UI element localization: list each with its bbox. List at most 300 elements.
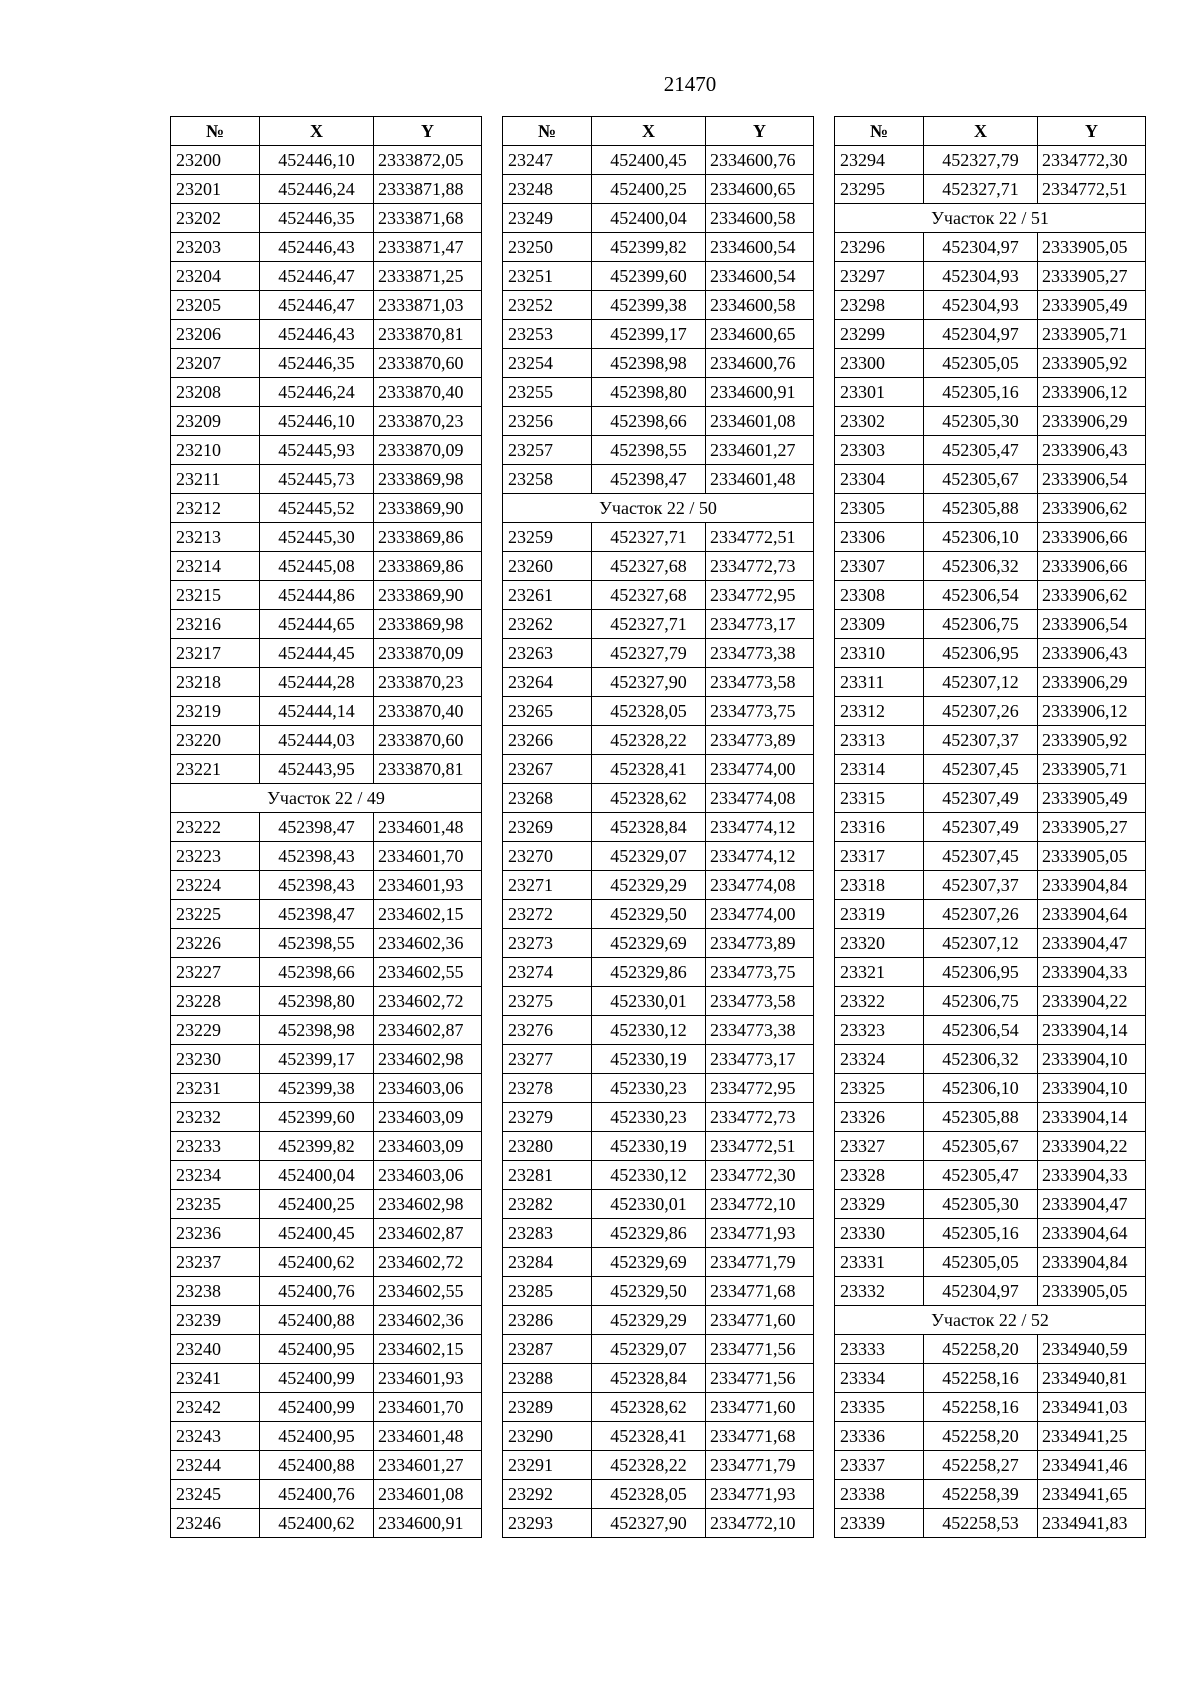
y-coordinate: 2333870,09 (374, 436, 482, 465)
x-coordinate: 452400,25 (260, 1190, 374, 1219)
section-title: Участок 22 / 50 (503, 494, 814, 523)
table-row (835, 871, 1146, 900)
x-coordinate: 452328,84 (592, 813, 706, 842)
x-coordinate: 452446,47 (260, 262, 374, 291)
y-coordinate: 2333906,43 (1038, 639, 1146, 668)
point-number: 23276 (503, 1016, 592, 1045)
table-row (171, 610, 482, 639)
x-coordinate: 452327,90 (592, 1509, 706, 1538)
point-number: 23249 (503, 204, 592, 233)
y-coordinate: 2333906,66 (1038, 552, 1146, 581)
table-row (835, 929, 1146, 958)
table-row (171, 1451, 482, 1480)
x-coordinate: 452446,10 (260, 407, 374, 436)
y-coordinate: 2334600,65 (706, 175, 814, 204)
table-row (171, 1480, 482, 1509)
table-row (171, 697, 482, 726)
section-title: Участок 22 / 51 (835, 204, 1146, 233)
table-row (503, 1161, 814, 1190)
point-number: 23203 (171, 233, 260, 262)
y-coordinate: 2334941,83 (1038, 1509, 1146, 1538)
point-number: 23338 (835, 1480, 924, 1509)
header-number: № (503, 117, 592, 146)
y-coordinate: 2333872,05 (374, 146, 482, 175)
table-row (835, 1016, 1146, 1045)
table-row (503, 726, 814, 755)
point-number: 23202 (171, 204, 260, 233)
x-coordinate: 452305,47 (924, 436, 1038, 465)
y-coordinate: 2334771,93 (706, 1480, 814, 1509)
point-number: 23220 (171, 726, 260, 755)
point-number: 23277 (503, 1045, 592, 1074)
table-row (503, 1045, 814, 1074)
table-row (503, 262, 814, 291)
x-coordinate: 452258,53 (924, 1509, 1038, 1538)
x-coordinate: 452305,88 (924, 494, 1038, 523)
point-number: 23228 (171, 987, 260, 1016)
y-coordinate: 2334600,91 (374, 1509, 482, 1538)
y-coordinate: 2334771,56 (706, 1335, 814, 1364)
table-row (503, 320, 814, 349)
x-coordinate: 452327,90 (592, 668, 706, 697)
y-coordinate: 2334941,65 (1038, 1480, 1146, 1509)
table-row (835, 668, 1146, 697)
x-coordinate: 452399,38 (592, 291, 706, 320)
table-row (171, 436, 482, 465)
y-coordinate: 2334601,48 (374, 1422, 482, 1451)
point-number: 23214 (171, 552, 260, 581)
y-coordinate: 2334602,15 (374, 900, 482, 929)
point-number: 23298 (835, 291, 924, 320)
table-row (835, 175, 1146, 204)
table-row (835, 1422, 1146, 1451)
table-row (503, 1393, 814, 1422)
point-number: 23317 (835, 842, 924, 871)
y-coordinate: 2334772,73 (706, 1103, 814, 1132)
point-number: 23247 (503, 146, 592, 175)
point-number: 23265 (503, 697, 592, 726)
table-row (171, 204, 482, 233)
x-coordinate: 452398,98 (592, 349, 706, 378)
x-coordinate: 452398,47 (592, 465, 706, 494)
x-coordinate: 452305,05 (924, 1248, 1038, 1277)
x-coordinate: 452400,04 (592, 204, 706, 233)
point-number: 23288 (503, 1364, 592, 1393)
x-coordinate: 452305,16 (924, 1219, 1038, 1248)
y-coordinate: 2334602,98 (374, 1190, 482, 1219)
x-coordinate: 452304,97 (924, 1277, 1038, 1306)
y-coordinate: 2334602,55 (374, 1277, 482, 1306)
table-row (503, 1422, 814, 1451)
x-coordinate: 452446,35 (260, 349, 374, 378)
y-coordinate: 2333869,90 (374, 581, 482, 610)
table-row (503, 204, 814, 233)
y-coordinate: 2334772,10 (706, 1509, 814, 1538)
point-number: 23219 (171, 697, 260, 726)
y-coordinate: 2334773,17 (706, 610, 814, 639)
x-coordinate: 452327,79 (924, 146, 1038, 175)
table-row (171, 233, 482, 262)
x-coordinate: 452398,66 (260, 958, 374, 987)
x-coordinate: 452400,25 (592, 175, 706, 204)
y-coordinate: 2334601,70 (374, 1393, 482, 1422)
point-number: 23330 (835, 1219, 924, 1248)
y-coordinate: 2333906,29 (1038, 668, 1146, 697)
header-y: Y (374, 117, 482, 146)
y-coordinate: 2333905,27 (1038, 813, 1146, 842)
point-number: 23289 (503, 1393, 592, 1422)
x-coordinate: 452329,69 (592, 1248, 706, 1277)
point-number: 23319 (835, 900, 924, 929)
point-number: 23311 (835, 668, 924, 697)
point-number: 23272 (503, 900, 592, 929)
y-coordinate: 2334772,73 (706, 552, 814, 581)
table-row (503, 1306, 814, 1335)
table-row (171, 262, 482, 291)
x-coordinate: 452306,54 (924, 581, 1038, 610)
point-number: 23235 (171, 1190, 260, 1219)
point-number: 23234 (171, 1161, 260, 1190)
x-coordinate: 452398,55 (592, 436, 706, 465)
point-number: 23241 (171, 1364, 260, 1393)
point-number: 23254 (503, 349, 592, 378)
x-coordinate: 452258,16 (924, 1364, 1038, 1393)
point-number: 23242 (171, 1393, 260, 1422)
y-coordinate: 2334602,98 (374, 1045, 482, 1074)
y-coordinate: 2334773,89 (706, 726, 814, 755)
y-coordinate: 2333904,33 (1038, 1161, 1146, 1190)
x-coordinate: 452400,99 (260, 1364, 374, 1393)
point-number: 23212 (171, 494, 260, 523)
point-number: 23257 (503, 436, 592, 465)
table-row (835, 610, 1146, 639)
y-coordinate: 2333869,98 (374, 465, 482, 494)
table-row (503, 639, 814, 668)
x-coordinate: 452306,10 (924, 523, 1038, 552)
x-coordinate: 452307,49 (924, 813, 1038, 842)
table-row (171, 987, 482, 1016)
y-coordinate: 2333904,33 (1038, 958, 1146, 987)
x-coordinate: 452328,84 (592, 1364, 706, 1393)
y-coordinate: 2334772,51 (706, 1132, 814, 1161)
point-number: 23303 (835, 436, 924, 465)
point-number: 23256 (503, 407, 592, 436)
section-row (835, 1306, 1146, 1335)
x-coordinate: 452304,93 (924, 291, 1038, 320)
table-header-row (503, 117, 814, 146)
x-coordinate: 452306,95 (924, 958, 1038, 987)
x-coordinate: 452329,86 (592, 1219, 706, 1248)
table-row (171, 175, 482, 204)
table-row (503, 581, 814, 610)
x-coordinate: 452444,14 (260, 697, 374, 726)
x-coordinate: 452307,45 (924, 842, 1038, 871)
table-row (503, 1509, 814, 1538)
table-row (171, 929, 482, 958)
point-number: 23244 (171, 1451, 260, 1480)
x-coordinate: 452330,12 (592, 1161, 706, 1190)
y-coordinate: 2334771,60 (706, 1306, 814, 1335)
y-coordinate: 2334601,27 (706, 436, 814, 465)
x-coordinate: 452444,03 (260, 726, 374, 755)
table-row (835, 1190, 1146, 1219)
x-coordinate: 452306,75 (924, 987, 1038, 1016)
point-number: 23281 (503, 1161, 592, 1190)
x-coordinate: 452398,80 (592, 378, 706, 407)
point-number: 23211 (171, 465, 260, 494)
table-row (835, 1393, 1146, 1422)
x-coordinate: 452307,37 (924, 871, 1038, 900)
table-row (503, 668, 814, 697)
y-coordinate: 2334940,59 (1038, 1335, 1146, 1364)
point-number: 23275 (503, 987, 592, 1016)
x-coordinate: 452328,22 (592, 726, 706, 755)
point-number: 23237 (171, 1248, 260, 1277)
point-number: 23302 (835, 407, 924, 436)
x-coordinate: 452328,62 (592, 784, 706, 813)
table-row (835, 697, 1146, 726)
y-coordinate: 2334600,65 (706, 320, 814, 349)
point-number: 23266 (503, 726, 592, 755)
y-coordinate: 2333906,43 (1038, 436, 1146, 465)
table-row (835, 552, 1146, 581)
y-coordinate: 2334773,58 (706, 987, 814, 1016)
table-row (835, 581, 1146, 610)
point-number: 23282 (503, 1190, 592, 1219)
y-coordinate: 2334602,36 (374, 929, 482, 958)
point-number: 23278 (503, 1074, 592, 1103)
x-coordinate: 452399,82 (592, 233, 706, 262)
y-coordinate: 2333905,49 (1038, 291, 1146, 320)
table-row (835, 1480, 1146, 1509)
point-number: 23314 (835, 755, 924, 784)
point-number: 23261 (503, 581, 592, 610)
point-number: 23248 (503, 175, 592, 204)
header-y: Y (1038, 117, 1146, 146)
table-row (835, 1219, 1146, 1248)
section-title: Участок 22 / 52 (835, 1306, 1146, 1335)
table-row (503, 697, 814, 726)
table-row (503, 1248, 814, 1277)
point-number: 23309 (835, 610, 924, 639)
point-number: 23297 (835, 262, 924, 291)
y-coordinate: 2333905,49 (1038, 784, 1146, 813)
x-coordinate: 452327,79 (592, 639, 706, 668)
y-coordinate: 2334773,75 (706, 697, 814, 726)
point-number: 23322 (835, 987, 924, 1016)
point-number: 23204 (171, 262, 260, 291)
point-number: 23232 (171, 1103, 260, 1132)
x-coordinate: 452400,88 (260, 1306, 374, 1335)
y-coordinate: 2334602,87 (374, 1016, 482, 1045)
table-row (503, 146, 814, 175)
x-coordinate: 452398,43 (260, 871, 374, 900)
point-number: 23286 (503, 1306, 592, 1335)
table-row (171, 407, 482, 436)
table-row (835, 1364, 1146, 1393)
table-row (503, 407, 814, 436)
y-coordinate: 2333905,92 (1038, 349, 1146, 378)
point-number: 23294 (835, 146, 924, 175)
table-row (503, 1219, 814, 1248)
point-number: 23323 (835, 1016, 924, 1045)
point-number: 23306 (835, 523, 924, 552)
point-number: 23205 (171, 291, 260, 320)
y-coordinate: 2334773,38 (706, 639, 814, 668)
table-row (171, 552, 482, 581)
point-number: 23290 (503, 1422, 592, 1451)
point-number: 23316 (835, 813, 924, 842)
point-number: 23210 (171, 436, 260, 465)
x-coordinate: 452446,43 (260, 320, 374, 349)
point-number: 23207 (171, 349, 260, 378)
point-number: 23239 (171, 1306, 260, 1335)
table-row (835, 1248, 1146, 1277)
y-coordinate: 2334601,08 (374, 1480, 482, 1509)
coordinate-table (502, 116, 814, 1538)
y-coordinate: 2333905,71 (1038, 320, 1146, 349)
table-row (171, 378, 482, 407)
point-number: 23225 (171, 900, 260, 929)
section-row (503, 494, 814, 523)
coordinate-table (834, 116, 1146, 1538)
point-number: 23216 (171, 610, 260, 639)
table-header-row (835, 117, 1146, 146)
y-coordinate: 2333870,60 (374, 349, 482, 378)
point-number: 23295 (835, 175, 924, 204)
y-coordinate: 2334601,70 (374, 842, 482, 871)
table-row (171, 1422, 482, 1451)
x-coordinate: 452307,12 (924, 668, 1038, 697)
y-coordinate: 2333869,86 (374, 552, 482, 581)
table-row (503, 1016, 814, 1045)
table-row (835, 291, 1146, 320)
table-row (503, 958, 814, 987)
table-row (171, 320, 482, 349)
x-coordinate: 452330,19 (592, 1132, 706, 1161)
y-coordinate: 2334601,08 (706, 407, 814, 436)
x-coordinate: 452444,65 (260, 610, 374, 639)
y-coordinate: 2334601,93 (374, 871, 482, 900)
x-coordinate: 452400,88 (260, 1451, 374, 1480)
y-coordinate: 2333871,68 (374, 204, 482, 233)
table-row (503, 1074, 814, 1103)
point-number: 23262 (503, 610, 592, 639)
table-row (171, 1219, 482, 1248)
x-coordinate: 452306,32 (924, 552, 1038, 581)
table-row (835, 233, 1146, 262)
y-coordinate: 2333870,81 (374, 320, 482, 349)
x-coordinate: 452329,50 (592, 900, 706, 929)
x-coordinate: 452307,45 (924, 755, 1038, 784)
coordinate-table (170, 116, 482, 1538)
x-coordinate: 452399,82 (260, 1132, 374, 1161)
x-coordinate: 452443,95 (260, 755, 374, 784)
point-number: 23285 (503, 1277, 592, 1306)
header-y: Y (706, 117, 814, 146)
x-coordinate: 452258,39 (924, 1480, 1038, 1509)
header-number: № (835, 117, 924, 146)
point-number: 23324 (835, 1045, 924, 1074)
x-coordinate: 452329,50 (592, 1277, 706, 1306)
table-row (835, 494, 1146, 523)
point-number: 23280 (503, 1132, 592, 1161)
header-number: № (171, 117, 260, 146)
table-row (171, 842, 482, 871)
x-coordinate: 452307,26 (924, 697, 1038, 726)
table-row (503, 1480, 814, 1509)
point-number: 23231 (171, 1074, 260, 1103)
x-coordinate: 452445,08 (260, 552, 374, 581)
point-number: 23264 (503, 668, 592, 697)
page-number: 21470 (663, 72, 717, 96)
y-coordinate: 2334771,68 (706, 1422, 814, 1451)
point-number: 23208 (171, 378, 260, 407)
table-row (835, 349, 1146, 378)
y-coordinate: 2334941,46 (1038, 1451, 1146, 1480)
x-coordinate: 452329,29 (592, 871, 706, 900)
table-row (171, 523, 482, 552)
x-coordinate: 452446,47 (260, 291, 374, 320)
x-coordinate: 452445,52 (260, 494, 374, 523)
point-number: 23279 (503, 1103, 592, 1132)
y-coordinate: 2334601,48 (374, 813, 482, 842)
y-coordinate: 2334602,72 (374, 1248, 482, 1277)
y-coordinate: 2334773,75 (706, 958, 814, 987)
table-row (835, 1335, 1146, 1364)
point-number: 23229 (171, 1016, 260, 1045)
table-row (835, 320, 1146, 349)
y-coordinate: 2334772,10 (706, 1190, 814, 1219)
table-row (503, 871, 814, 900)
x-coordinate: 452446,35 (260, 204, 374, 233)
y-coordinate: 2334771,60 (706, 1393, 814, 1422)
y-coordinate: 2333871,25 (374, 262, 482, 291)
y-coordinate: 2334601,27 (374, 1451, 482, 1480)
point-number: 23301 (835, 378, 924, 407)
point-number: 23200 (171, 146, 260, 175)
y-coordinate: 2334602,36 (374, 1306, 482, 1335)
y-coordinate: 2334771,68 (706, 1277, 814, 1306)
y-coordinate: 2334601,48 (706, 465, 814, 494)
x-coordinate: 452400,76 (260, 1277, 374, 1306)
x-coordinate: 452399,60 (592, 262, 706, 291)
y-coordinate: 2333871,47 (374, 233, 482, 262)
table-row (171, 1335, 482, 1364)
header-x: X (260, 117, 374, 146)
y-coordinate: 2334600,76 (706, 349, 814, 378)
point-number: 23236 (171, 1219, 260, 1248)
y-coordinate: 2334941,25 (1038, 1422, 1146, 1451)
x-coordinate: 452305,30 (924, 1190, 1038, 1219)
y-coordinate: 2333871,88 (374, 175, 482, 204)
table-row (835, 262, 1146, 291)
y-coordinate: 2334601,93 (374, 1364, 482, 1393)
y-coordinate: 2334772,51 (1038, 175, 1146, 204)
point-number: 23329 (835, 1190, 924, 1219)
x-coordinate: 452306,95 (924, 639, 1038, 668)
point-number: 23315 (835, 784, 924, 813)
point-number: 23260 (503, 552, 592, 581)
point-number: 23246 (171, 1509, 260, 1538)
table-row (503, 987, 814, 1016)
x-coordinate: 452305,16 (924, 378, 1038, 407)
point-number: 23273 (503, 929, 592, 958)
table-row (503, 610, 814, 639)
x-coordinate: 452400,04 (260, 1161, 374, 1190)
point-number: 23328 (835, 1161, 924, 1190)
x-coordinate: 452400,99 (260, 1393, 374, 1422)
